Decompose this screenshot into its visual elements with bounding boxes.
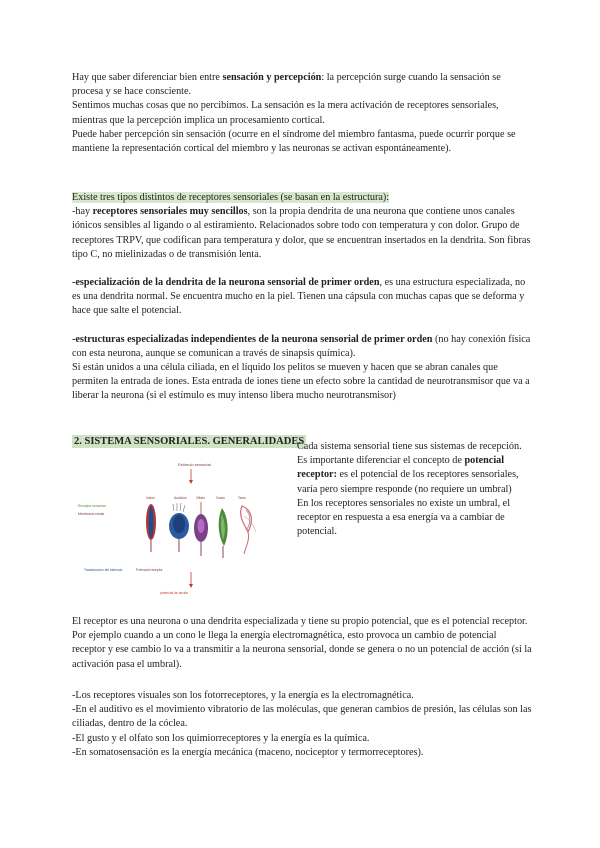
cone-cell — [146, 504, 156, 552]
figure-bottom-label-3: potencial de acción — [160, 591, 189, 595]
cell-label-2: Olfato — [196, 496, 205, 500]
section-2-side-text — [297, 440, 529, 539]
figure-left-label-2: Membrana celular — [78, 512, 105, 516]
cell-label-0: Visión — [146, 496, 155, 500]
list-item: -En el auditivo es el movimiento vibratorio de las moléculas, que generan cambios de presión, las células son las ciliadas, dentro de la cóclea. — [72, 704, 532, 730]
figure-bottom-label-2: Potencial receptor — [136, 568, 163, 572]
olfactory-cell — [194, 502, 208, 556]
intro-block — [72, 71, 532, 156]
type-3-paragraph: -estructuras especializadas independientes de la neurona sensorial de primer orden (no hay conexión física con esta neurona, aunque se comunican a través de sinapsis química). — [72, 333, 531, 359]
side-paragraph-1: Cada sistema sensorial tiene sus sistemas de recepción. — [297, 441, 522, 452]
intro-paragraph-2: Sentimos muchas cosas que no percibimos. La sensación es la mera activación de receptores sensoriales, mientras que la percepción implica un procesamiento cortical. — [72, 100, 499, 126]
cell-label-3: Gusto — [216, 496, 225, 500]
hair-cell — [169, 503, 189, 552]
figure-left-label-1: Receptor sensorial — [78, 504, 106, 508]
types-heading: Existe tres tipos distintos de receptores sensoriales (se basan en la estructura): — [72, 192, 390, 203]
type-2-paragraph: -especialización de la dendrita de la neurona sensorial de primer orden, es una estructura especializada, no es una dendrita normal. Se encuentra mucho en la piel. Tienen una cápsula con muchas capas que se deforma y hace que salte el potencial. — [72, 277, 526, 317]
section-2-heading: 2. SISTEMA SENSORIALES. GENERALIDADES — [74, 436, 305, 447]
intro-paragraph-3: Puede haber percepción sin sensación (ocurre en el síndrome del miembro fantasma, puede ocurrir porque se mantiene la representación cortical del miembro y las neuronas se activan espontáneamente). — [72, 128, 516, 155]
taste-cell — [219, 508, 228, 558]
type-3-detail: Si están unidos a una célula ciliada, en el líquido los pelitos se mueven y hacen que se abran canales que permiten la entrada de iones. Esta entrada de iones tiene un efecto sobre la cantidad de neurotransmisor que va a liberar la neurona (si el estímulo es muy intenso libera mucho neurotransmisor) — [72, 362, 530, 402]
types-block — [72, 191, 532, 404]
side-paragraph-2: Es importante diferenciar el concepto de potencial receptor: es el potencial de los receptores sensoriales, varía pero siempre responde (no requiere un umbral) — [297, 455, 519, 495]
list-item: -Los receptores visuales son los fotorreceptores, y la energía es la electromagnética. — [72, 690, 414, 701]
intro-paragraph-1: Hay que saber diferenciar bien entre sensación y percepción: la percepción surge cuando la sensación se procesa y se hace consciente. — [72, 72, 501, 98]
cell-label-4: Tacto — [238, 496, 246, 500]
figure-bottom-label-1: Transducción del estímulo — [84, 568, 123, 572]
bold-term: sensación y percepción — [222, 72, 322, 83]
section-2-body — [72, 615, 532, 672]
type-1-paragraph: -hay receptores sensoriales muy sencillos, son la propia dendrita de una neurona que contiene unos canales iónicos sensibles al ligando o al estiramiento. Relacionados sobre todo con temperatura y con dolor. Grupo de receptores TRPV, que codifican para temperatura y dolor, que se encuentran insertados en la dendrita. Son fibras tipo C, no mielinizadas o de transmisión lenta. — [72, 206, 531, 260]
list-item: -En somatosensación es la energía mecánica (maceno, nociceptor y termorreceptores). — [72, 746, 424, 758]
cell-label-1: Audición — [174, 496, 187, 500]
touch-receptor — [241, 506, 256, 554]
receptor-list — [72, 689, 532, 760]
figure-top-label: Estímulo sensorial — [178, 462, 211, 467]
side-paragraph-3: En los receptores sensoriales no existe un umbral, el receptor en respuesta a esa energía va a cambiar de potencial. — [297, 497, 511, 538]
body-paragraph-1: El receptor es una neurona o una dendrita especializada y tiene su propio potencial, que es el potencial receptor. Por ejemplo cuando a un cono le llega la energía electromagnética, esto provoca un cambio de potencial receptor y ese cambio lo va a transmitir a la neurona sensorial, donde se genera o no un potencial de acción (si la activación pasa el umbral). — [72, 616, 532, 670]
list-item: -El gusto y el olfato son los quimiorreceptores y la energía es la química. — [72, 732, 370, 744]
sensory-receptors-figure — [76, 460, 288, 598]
figure-illustration — [76, 460, 288, 598]
